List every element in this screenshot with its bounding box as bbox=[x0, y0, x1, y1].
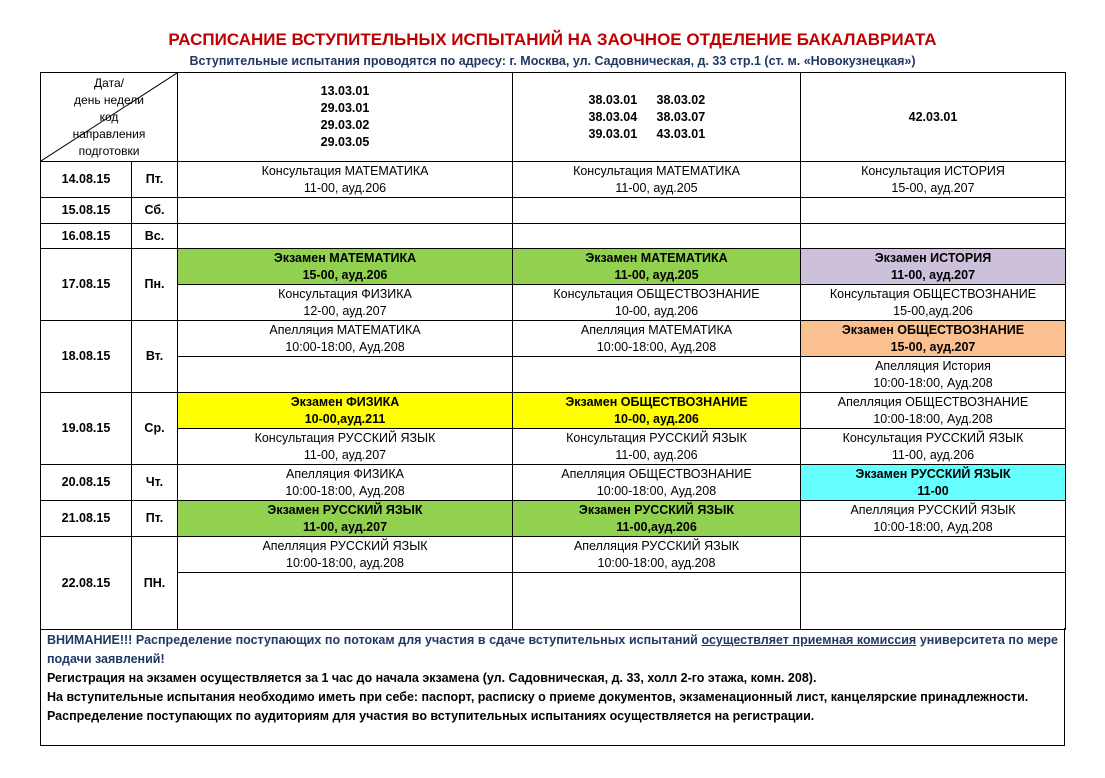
event-cell bbox=[178, 321, 513, 357]
event-time: 11-00, ауд.206 bbox=[615, 447, 698, 462]
direction-code: 38.03.07 bbox=[656, 109, 706, 124]
table-row bbox=[41, 537, 1066, 573]
header-codes-col2 bbox=[513, 73, 801, 162]
event-time: 15-00, ауд.206 bbox=[302, 267, 388, 282]
event-title: Консультация РУССКИЙ ЯЗЫК bbox=[566, 430, 747, 445]
attention-text-end: университета по мере подачи заявлений! bbox=[47, 633, 1058, 666]
empty-cell bbox=[801, 224, 1066, 249]
event-title: Апелляция ФИЗИКА bbox=[285, 466, 405, 481]
event-title: Экзамен ИСТОРИЯ bbox=[874, 250, 992, 265]
weekday-cell: Вт. bbox=[132, 321, 178, 393]
direction-code: 29.03.01 bbox=[320, 101, 370, 115]
event-title: Экзамен ОБЩЕСТВОЗНАНИЕ bbox=[565, 394, 748, 409]
event-time: 10:00-18:00, ауд.208 bbox=[597, 555, 716, 570]
event-time: 10:00-18:00, Ауд.208 bbox=[285, 339, 405, 354]
date-cell: 14.08.15 bbox=[41, 162, 132, 198]
event-time: 15-00, ауд.207 bbox=[891, 180, 975, 195]
table-row bbox=[41, 224, 1066, 249]
event-title: Апелляция ОБЩЕСТВОЗНАНИЕ bbox=[561, 466, 752, 481]
event-title: Консультация МАТЕМАТИКА bbox=[261, 163, 429, 178]
event-cell bbox=[178, 465, 513, 501]
table-row bbox=[41, 393, 1066, 429]
schedule-table bbox=[40, 72, 1066, 630]
exam-cell bbox=[513, 501, 801, 537]
event-title: Экзамен МАТЕМАТИКА bbox=[585, 250, 728, 265]
event-time: 15-00, ауд.207 bbox=[890, 339, 976, 354]
registration-notice: Регистрация на экзамен осуществляется за 1 час до начала экзамена (ул. Садовническая, д. 33, холл 2-го этажа, комн. 208). bbox=[47, 671, 817, 685]
event-cell bbox=[513, 429, 801, 465]
event-title: Апелляция МАТЕМАТИКА bbox=[269, 322, 421, 337]
corner-label-line: направления bbox=[72, 127, 146, 141]
event-time: 10:00-18:00, Ауд.208 bbox=[873, 411, 993, 426]
event-title: Экзамен МАТЕМАТИКА bbox=[273, 250, 417, 265]
empty-cell bbox=[801, 198, 1066, 224]
header-row bbox=[41, 73, 1066, 162]
table-row bbox=[41, 321, 1066, 357]
event-title: Апелляция РУССКИЙ ЯЗЫК bbox=[262, 538, 428, 553]
exam-cell bbox=[801, 249, 1066, 285]
empty-cell bbox=[178, 224, 513, 249]
event-title: Экзамен РУССКИЙ ЯЗЫК bbox=[267, 502, 423, 517]
event-title: Консультация РУССКИЙ ЯЗЫК bbox=[842, 430, 1024, 445]
event-time: 10:00-18:00, Ауд.208 bbox=[873, 375, 993, 390]
event-time: 10-00,ауд.211 bbox=[304, 411, 386, 426]
event-cell bbox=[178, 162, 513, 198]
table-row bbox=[41, 357, 1066, 393]
direction-code: 42.03.01 bbox=[908, 109, 958, 124]
exam-cell bbox=[513, 393, 801, 429]
event-time: 11-00, ауд.207 bbox=[890, 267, 976, 282]
direction-code: 38.03.01 bbox=[588, 92, 638, 107]
documents-notice: На вступительные испытания необходимо иметь при себе: паспорт, расписку о приеме документов, экзаменационный лист, канцелярские принадлежности. bbox=[47, 690, 1029, 704]
exam-cell bbox=[801, 465, 1066, 501]
event-cell bbox=[801, 285, 1066, 321]
table-row bbox=[41, 162, 1066, 198]
event-title: Экзамен РУССКИЙ ЯЗЫК bbox=[855, 466, 1011, 481]
weekday-cell: Пт. bbox=[132, 501, 178, 537]
event-cell bbox=[801, 501, 1066, 537]
direction-code: 29.03.02 bbox=[320, 118, 370, 132]
header-corner-label bbox=[41, 75, 177, 160]
corner-label-line: код bbox=[99, 110, 119, 124]
direction-code: 29.03.05 bbox=[320, 135, 370, 149]
date-cell: 16.08.15 bbox=[41, 224, 132, 249]
weekday-cell: Чт. bbox=[132, 465, 178, 501]
empty-cell bbox=[178, 198, 513, 224]
empty-cell bbox=[801, 573, 1066, 630]
event-cell bbox=[178, 429, 513, 465]
table-row bbox=[41, 249, 1066, 285]
event-time: 10-00, ауд.206 bbox=[614, 303, 699, 318]
event-cell bbox=[513, 285, 801, 321]
event-time: 11-00 bbox=[917, 483, 949, 498]
table-row bbox=[41, 429, 1066, 465]
direction-code: 38.03.02 bbox=[656, 92, 706, 107]
exam-cell bbox=[801, 321, 1066, 357]
event-time: 11-00, ауд.207 bbox=[303, 447, 387, 462]
event-title: Консультация РУССКИЙ ЯЗЫК bbox=[254, 430, 436, 445]
empty-cell bbox=[513, 573, 801, 630]
event-time: 11-00,ауд.206 bbox=[616, 519, 697, 534]
exam-cell bbox=[178, 249, 513, 285]
event-title: Консультация ОБЩЕСТВОЗНАНИЕ bbox=[829, 286, 1037, 301]
event-cell bbox=[513, 321, 801, 357]
event-cell bbox=[801, 429, 1066, 465]
event-cell bbox=[513, 162, 801, 198]
direction-code: 38.03.04 bbox=[588, 109, 638, 124]
corner-label-line: Дата/ bbox=[94, 76, 124, 90]
corner-label-line: подготовки bbox=[78, 144, 140, 158]
direction-code: 39.03.01 bbox=[588, 126, 638, 141]
weekday-cell: Пт. bbox=[132, 162, 178, 198]
date-cell: 17.08.15 bbox=[41, 249, 132, 321]
event-time: 10:00-18:00, ауд.208 bbox=[286, 555, 404, 570]
event-title: Экзамен ФИЗИКА bbox=[290, 394, 400, 409]
event-time: 10-00, ауд.206 bbox=[614, 411, 699, 426]
event-cell bbox=[513, 537, 801, 573]
event-title: Апелляция История bbox=[875, 358, 991, 373]
empty-cell bbox=[178, 357, 513, 393]
event-cell bbox=[801, 393, 1066, 429]
header-codes-col1 bbox=[178, 73, 513, 162]
table-row bbox=[41, 285, 1066, 321]
table-row bbox=[41, 198, 1066, 224]
empty-cell bbox=[513, 357, 801, 393]
event-title: Консультация ОБЩЕСТВОЗНАНИЕ bbox=[553, 286, 760, 301]
table-row bbox=[41, 465, 1066, 501]
direction-code: 13.03.01 bbox=[320, 84, 370, 98]
exam-cell bbox=[178, 393, 513, 429]
attention-notice bbox=[47, 631, 1058, 669]
weekday-cell: ПН. bbox=[132, 537, 178, 630]
event-cell bbox=[178, 537, 513, 573]
page-subtitle: Вступительные испытания проводятся по адресу: г. Москва, ул. Садовническая, д. 33 стр.1 (ст. м. «Новокузнецкая») bbox=[189, 54, 916, 68]
attention-underlined-text: осуществляет приемная комиссия bbox=[701, 633, 917, 647]
event-time: 11-00, ауд.206 bbox=[891, 447, 975, 462]
weekday-cell: Сб. bbox=[132, 198, 178, 224]
event-title: Апелляция ОБЩЕСТВОЗНАНИЕ bbox=[837, 394, 1029, 409]
empty-cell bbox=[178, 573, 513, 630]
event-cell bbox=[801, 357, 1066, 393]
weekday-cell: Вс. bbox=[132, 224, 178, 249]
attention-text: ВНИМАНИЕ!!! Распределение поступающих по потокам для участия в сдаче вступительных испытаний bbox=[47, 633, 702, 647]
event-time: 11-00, ауд.205 bbox=[614, 267, 699, 282]
direction-code: 43.03.01 bbox=[656, 126, 706, 141]
distribution-notice: Распределение поступающих по аудиториям для участия во вступительных испытаниях осуществляется на регистрации. bbox=[47, 709, 815, 723]
empty-cell bbox=[513, 224, 801, 249]
exam-cell bbox=[178, 501, 513, 537]
event-time: 11-00, ауд.206 bbox=[303, 180, 387, 195]
date-cell: 15.08.15 bbox=[41, 198, 132, 224]
event-title: Консультация МАТЕМАТИКА bbox=[573, 163, 740, 178]
event-cell bbox=[513, 465, 801, 501]
event-time: 10:00-18:00, Ауд.208 bbox=[285, 483, 405, 498]
empty-cell bbox=[513, 198, 801, 224]
event-title: Консультация ФИЗИКА bbox=[278, 286, 412, 301]
event-title: Апелляция МАТЕМАТИКА bbox=[580, 322, 733, 337]
notice-block bbox=[40, 628, 1065, 746]
event-title: Экзамен РУССКИЙ ЯЗЫК bbox=[578, 502, 735, 517]
weekday-cell: Ср. bbox=[132, 393, 178, 465]
date-cell: 18.08.15 bbox=[41, 321, 132, 393]
event-title: Экзамен ОБЩЕСТВОЗНАНИЕ bbox=[841, 322, 1025, 337]
date-cell: 20.08.15 bbox=[41, 465, 132, 501]
date-cell: 21.08.15 bbox=[41, 501, 132, 537]
event-time: 11-00, ауд.207 bbox=[302, 519, 388, 534]
event-time: 11-00, ауд.205 bbox=[615, 180, 698, 195]
event-title: Апелляция РУССКИЙ ЯЗЫК bbox=[850, 502, 1016, 517]
empty-cell bbox=[801, 537, 1066, 573]
table-row bbox=[41, 573, 1066, 630]
event-title: Апелляция РУССКИЙ ЯЗЫК bbox=[573, 538, 740, 553]
header-codes-col3 bbox=[801, 73, 1066, 162]
table-row bbox=[41, 501, 1066, 537]
event-time: 15-00,ауд.206 bbox=[893, 303, 973, 318]
date-cell: 19.08.15 bbox=[41, 393, 132, 465]
event-title: Консультация ИСТОРИЯ bbox=[861, 163, 1005, 178]
corner-label-line: день недели bbox=[74, 93, 144, 107]
page-title: РАСПИСАНИЕ ВСТУПИТЕЛЬНЫХ ИСПЫТАНИЙ НА ЗАОЧНОЕ ОТДЕЛЕНИЕ БАКАЛАВРИАТА bbox=[168, 30, 937, 49]
event-time: 12-00, ауд.207 bbox=[303, 303, 387, 318]
event-time: 10:00-18:00, Ауд.208 bbox=[596, 339, 717, 354]
event-cell bbox=[178, 285, 513, 321]
exam-cell bbox=[513, 249, 801, 285]
weekday-cell: Пн. bbox=[132, 249, 178, 321]
header-corner-cell bbox=[41, 73, 178, 162]
event-time: 10:00-18:00, Ауд.208 bbox=[873, 519, 993, 534]
event-cell bbox=[801, 162, 1066, 198]
date-cell: 22.08.15 bbox=[41, 537, 132, 630]
event-time: 10:00-18:00, Ауд.208 bbox=[596, 483, 717, 498]
